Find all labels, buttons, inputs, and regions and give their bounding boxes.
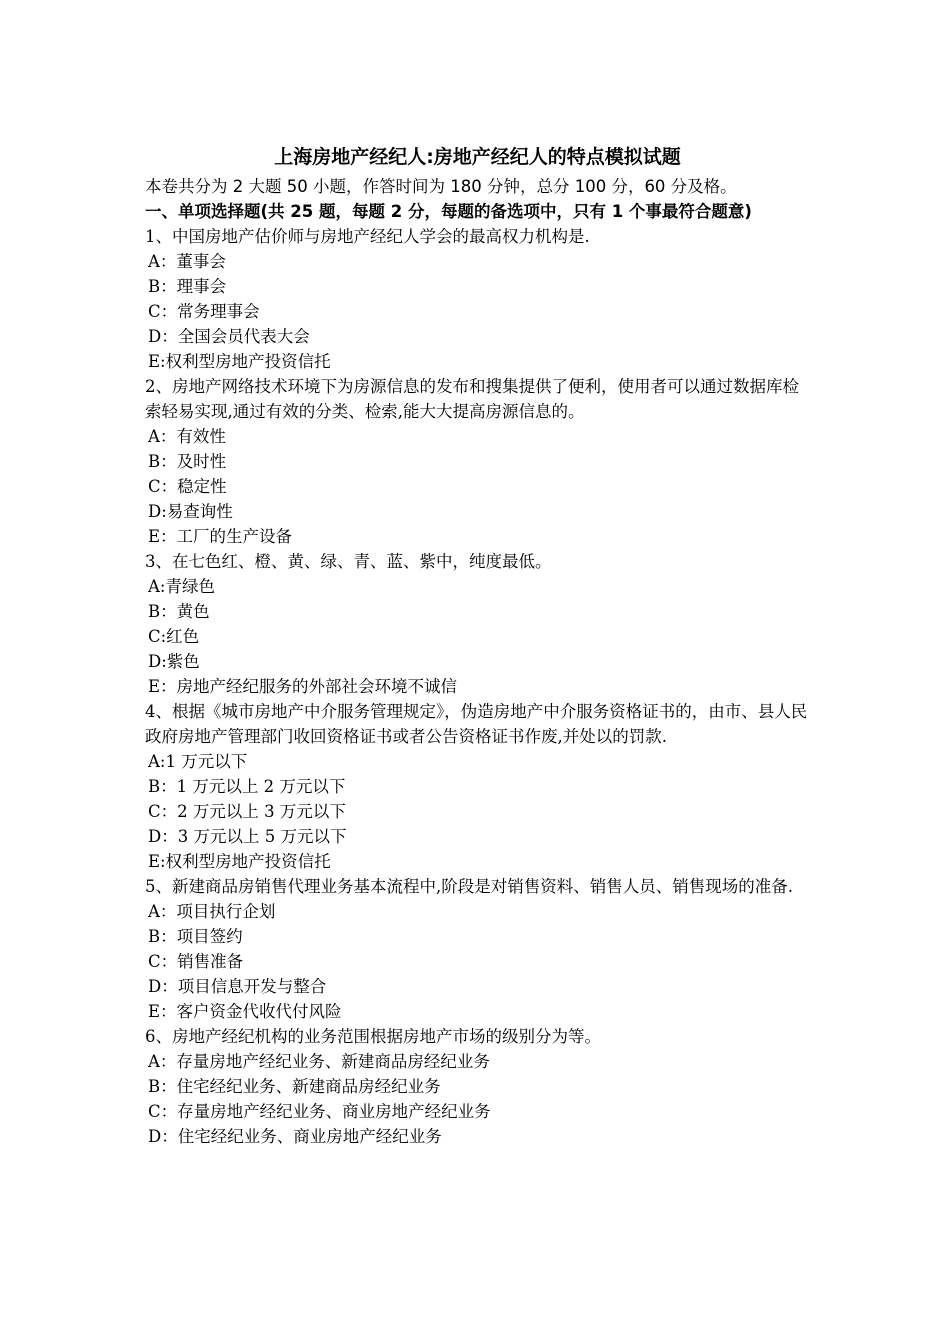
option-list <box>145 249 810 374</box>
exam-intro: 本卷共分为 2 大题 50 小题，作答时间为 180 分钟，总分 100 分，60 分及格。 <box>145 177 737 196</box>
document-body <box>145 141 810 1149</box>
option-b: B：住宅经纪业务、新建商品房经纪业务 <box>148 1077 441 1096</box>
option-d: D：全国会员代表大会 <box>148 327 310 346</box>
question-text: 4、根据《城市房地产中介服务管理规定》，伪造房地产中介服务资格证书的，由市、县人民政府房地产管理部门收回资格证书或者公告资格证书作废,并处以的罚款. <box>145 702 808 746</box>
option-c: C：常务理事会 <box>148 302 260 321</box>
option-d: D：住宅经纪业务、商业房地产经纪业务 <box>148 1127 442 1146</box>
option-list <box>145 574 810 699</box>
option-d: D:易查询性 <box>148 502 233 521</box>
option-d: D:紫色 <box>148 652 200 671</box>
option-e: E：客户资金代收代付风险 <box>148 1002 342 1021</box>
question-6 <box>145 1024 810 1149</box>
section-heading: 一、单项选择题(共 25 题，每题 2 分，每题的备选项中，只有 1 个事最符合题意) <box>145 202 752 221</box>
option-c: C：销售准备 <box>148 952 244 971</box>
option-c: C：存量房地产经纪业务、商业房地产经纪业务 <box>148 1102 491 1121</box>
option-b: B：项目签约 <box>148 927 243 946</box>
option-b: B：1 万元以上 2 万元以下 <box>148 777 346 796</box>
option-e: E：房地产经纪服务的外部社会环境不诚信 <box>148 677 458 696</box>
question-list <box>145 224 810 1149</box>
question-3 <box>145 549 810 699</box>
option-a: A:1 万元以下 <box>148 752 248 771</box>
document-title: 上海房地产经纪人:房地产经纪人的特点模拟试题 <box>274 146 681 168</box>
question-2 <box>145 374 810 549</box>
option-a: A：有效性 <box>148 427 226 446</box>
option-e: E:权利型房地产投资信托 <box>148 852 331 871</box>
option-e: E：工厂的生产设备 <box>148 527 293 546</box>
option-a: A：存量房地产经纪业务、新建商品房经纪业务 <box>148 1052 490 1071</box>
option-list <box>145 1049 810 1149</box>
question-1 <box>145 224 810 374</box>
option-list <box>145 899 810 1024</box>
question-text: 5、新建商品房销售代理业务基本流程中,阶段是对销售资料、销售人员、销售现场的准备. <box>145 877 793 896</box>
option-list <box>145 749 810 874</box>
option-c: C:红色 <box>148 627 200 646</box>
option-b: B：及时性 <box>148 452 227 471</box>
option-list <box>145 424 810 549</box>
option-a: A:青绿色 <box>148 577 215 596</box>
option-d: D：项目信息开发与整合 <box>148 977 327 996</box>
option-a: A：项目执行企划 <box>148 902 276 921</box>
option-c: C：2 万元以上 3 万元以下 <box>148 802 346 821</box>
option-b: B：黄色 <box>148 602 210 621</box>
question-text: 2、房地产网络技术环境下为房源信息的发布和搜集提供了便利，使用者可以通过数据库检索轻易实现,通过有效的分类、检索,能大大提高房源信息的。 <box>145 377 799 421</box>
question-text: 3、在七色红、橙、黄、绿、青、蓝、紫中，纯度最低。 <box>145 552 552 571</box>
question-text: 1、中国房地产估价师与房地产经纪人学会的最高权力机构是. <box>145 227 590 246</box>
option-c: C：稳定性 <box>148 477 227 496</box>
question-4 <box>145 699 810 874</box>
option-a: A：董事会 <box>148 252 226 271</box>
question-text: 6、房地产经纪机构的业务范围根据房地产市场的级别分为等。 <box>145 1027 601 1046</box>
question-5 <box>145 874 810 1024</box>
option-b: B：理事会 <box>148 277 227 296</box>
option-e: E:权利型房地产投资信托 <box>148 352 331 371</box>
option-d: D：3 万元以上 5 万元以下 <box>148 827 347 846</box>
